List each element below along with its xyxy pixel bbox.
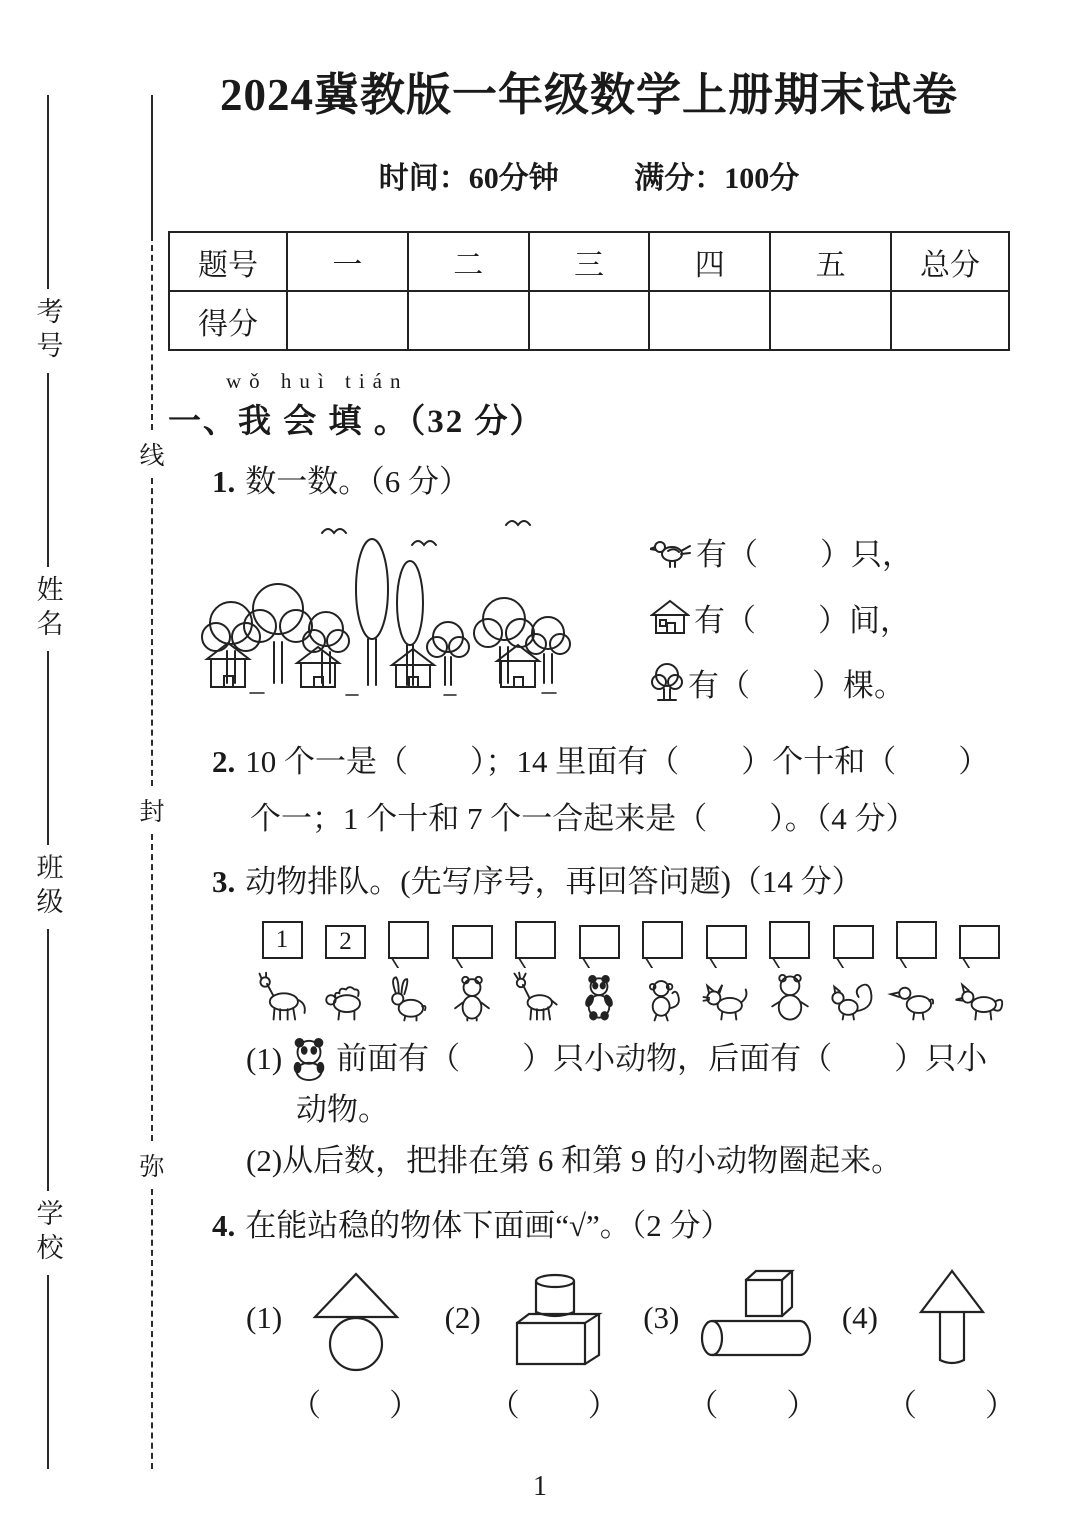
queue-item <box>633 921 693 1023</box>
counting-scene-picture <box>186 511 636 723</box>
sequence-box <box>833 925 874 959</box>
item-number: (1) <box>246 1299 283 1335</box>
q1-answer-blanks <box>650 511 913 723</box>
tree-icon <box>526 617 570 683</box>
animal-dog <box>950 971 1010 1023</box>
bird-icon <box>322 529 346 533</box>
fold-line-column <box>136 95 168 1469</box>
blank-underline <box>47 1275 49 1469</box>
stability-shapes-row <box>246 1266 1018 1425</box>
cube-on-cylinder-figure <box>688 1266 818 1372</box>
score-cell <box>891 291 1009 350</box>
sequence-box: 2 <box>325 925 366 959</box>
sequence-box <box>769 921 810 959</box>
score-table-score-row <box>169 291 1009 350</box>
queue-item <box>379 921 439 1023</box>
house-count-blank <box>650 595 913 640</box>
time-limit: 时间：60分钟 <box>378 162 559 195</box>
animal-rabbit <box>379 971 439 1023</box>
queue-item <box>950 921 1010 1023</box>
question-2 <box>168 733 1010 848</box>
fold-char-feng: 封 <box>139 798 165 826</box>
queue-item <box>315 921 375 1023</box>
q3-sub-question-1 <box>168 1033 1010 1084</box>
student-info-column <box>28 95 68 1469</box>
header-part-5: 五 <box>770 232 891 291</box>
score-table-header-row <box>169 232 1009 291</box>
question-4 <box>168 1200 1018 1424</box>
seal-line-area <box>0 95 168 1469</box>
animal-bear-cub <box>442 971 502 1023</box>
sequence-box <box>579 925 620 959</box>
sequence-box <box>706 925 747 959</box>
score-table <box>168 231 1010 351</box>
stability-item-1 <box>246 1266 422 1425</box>
answer-bracket: （ ） <box>885 1387 1018 1423</box>
cylinder-on-cuboid-figure <box>499 1266 611 1372</box>
cone-on-cylinder-figure <box>896 1266 1008 1372</box>
queue-item <box>569 921 629 1023</box>
question-text: 10 个一是（ ）；14 里面有（ ）个十和（ ） <box>245 744 990 780</box>
question-number: 4. <box>212 1208 236 1244</box>
queue-item <box>823 921 883 1023</box>
sequence-box <box>452 925 493 959</box>
question-text: 数一数。（6 分） <box>245 464 470 499</box>
sequence-box <box>959 925 1000 959</box>
page-number: 1 <box>533 1471 547 1502</box>
header-total: 总分 <box>891 232 1009 291</box>
class-label: 班级 <box>32 853 63 922</box>
fold-char-mi: 弥 <box>139 1154 165 1182</box>
full-score: 满分：100分 <box>634 162 800 195</box>
house-icon <box>497 645 539 687</box>
fold-line <box>151 1189 153 1469</box>
animal-monkey <box>633 971 693 1023</box>
sequence-box <box>515 921 556 959</box>
panda-icon <box>286 1037 332 1081</box>
blank-underline <box>47 95 49 289</box>
score-cell <box>649 291 770 350</box>
q3-sub-question-1-cont <box>168 1084 1010 1135</box>
score-cell <box>408 291 529 350</box>
fold-char-xian: 线 <box>139 443 165 471</box>
blank-text: 有（ ）间， <box>694 602 911 638</box>
sub-question-text: 前面有（ ）只小动物，后面有（ ）只小 <box>336 1040 988 1076</box>
sub-question-text: (2)从后数，把排在第 6 和第 9 的小动物圈起来。 <box>246 1143 903 1179</box>
animal-duck <box>887 971 947 1023</box>
blank-text: 有（ ）棵。 <box>688 667 905 703</box>
answer-bracket: （ ） <box>488 1387 621 1423</box>
queue-item <box>696 921 756 1023</box>
house-icon <box>650 599 690 635</box>
q3-sub-question-2 <box>168 1135 1010 1186</box>
animal-sheep <box>315 971 375 1023</box>
queue-item <box>760 921 820 1023</box>
blank-underline <box>47 373 49 567</box>
blank-underline <box>47 929 49 1191</box>
animal-panda <box>569 971 629 1023</box>
header-question-number: 题号 <box>169 232 287 291</box>
header-part-4: 四 <box>649 232 770 291</box>
school-label: 学校 <box>32 1198 63 1267</box>
bird-icon <box>506 521 530 525</box>
item-number: (4) <box>841 1299 878 1335</box>
sub-question-text: 动物。 <box>296 1092 389 1128</box>
animal-squirrel <box>823 971 883 1023</box>
score-cell <box>770 291 891 350</box>
question-text: 在能站稳的物体下面画“√”。（2 分） <box>245 1208 732 1244</box>
queue-item <box>506 921 566 1023</box>
score-row-label: 得分 <box>169 291 287 350</box>
tree-icon <box>356 539 388 685</box>
sequence-box <box>388 921 429 959</box>
tree-icon <box>397 561 423 685</box>
animal-cat <box>696 971 756 1023</box>
page-title: 2024冀教版一年级数学上册期末试卷 <box>219 70 958 120</box>
queue-item <box>442 921 502 1023</box>
fold-line <box>151 478 153 786</box>
item-number: (3) <box>643 1299 680 1335</box>
question-text: 个一；1 个十和 7 个一合起来是（ ）。（4 分） <box>250 801 917 837</box>
answer-bracket: （ ） <box>687 1387 820 1423</box>
blank-underline <box>47 651 49 845</box>
queue-item <box>252 921 312 1023</box>
score-cell <box>287 291 408 350</box>
pinyin-annotation: wǒ huì tián <box>226 369 409 393</box>
question-number: 3. <box>212 863 236 899</box>
section-one-heading <box>168 369 1010 442</box>
tree-icon <box>474 598 534 683</box>
stability-item-2 <box>445 1266 621 1425</box>
name-label: 姓名 <box>32 575 63 644</box>
question-number: 2. <box>212 744 236 780</box>
sequence-box <box>642 921 683 959</box>
answer-bracket: （ ） <box>290 1387 423 1423</box>
fold-line <box>151 235 153 431</box>
sequence-box: 1 <box>262 921 303 959</box>
blank-text: 有（ ）只， <box>696 537 913 573</box>
bird-count-blank <box>650 529 913 574</box>
sequence-box <box>896 921 937 959</box>
question-text: 动物排队。(先写序号，再回答问题)（14 分） <box>245 863 863 899</box>
stability-item-4 <box>842 1266 1018 1425</box>
animal-bear <box>760 971 820 1023</box>
exam-content <box>168 58 1018 1425</box>
item-number: (2) <box>444 1299 481 1335</box>
fold-line <box>151 834 153 1142</box>
header-part-3: 三 <box>529 232 650 291</box>
exam-number-label: 考号 <box>32 297 63 366</box>
bird-icon <box>650 536 692 568</box>
fold-line <box>151 95 153 235</box>
section-title: 一、我 会 填 。（32 分） <box>168 404 545 440</box>
sub-question-number: (1) <box>246 1040 283 1076</box>
cone-on-sphere-figure <box>300 1266 412 1372</box>
header-part-2: 二 <box>408 232 529 291</box>
animal-deer <box>506 971 566 1023</box>
header-part-1: 一 <box>287 232 408 291</box>
question-3 <box>168 856 1010 1187</box>
queue-item <box>887 921 947 1023</box>
tree-icon <box>650 662 684 702</box>
tree-icon <box>427 622 469 685</box>
stability-item-3 <box>643 1266 819 1425</box>
exam-meta <box>168 153 1010 197</box>
tree-icon <box>303 612 349 683</box>
house-icon <box>297 647 339 687</box>
score-cell <box>529 291 650 350</box>
tree-count-blank <box>650 660 913 705</box>
animal-horse <box>252 971 312 1023</box>
animal-queue <box>252 921 1010 1023</box>
question-number: 1. <box>212 464 236 499</box>
bird-icon <box>412 541 436 545</box>
question-1 <box>168 456 1010 723</box>
